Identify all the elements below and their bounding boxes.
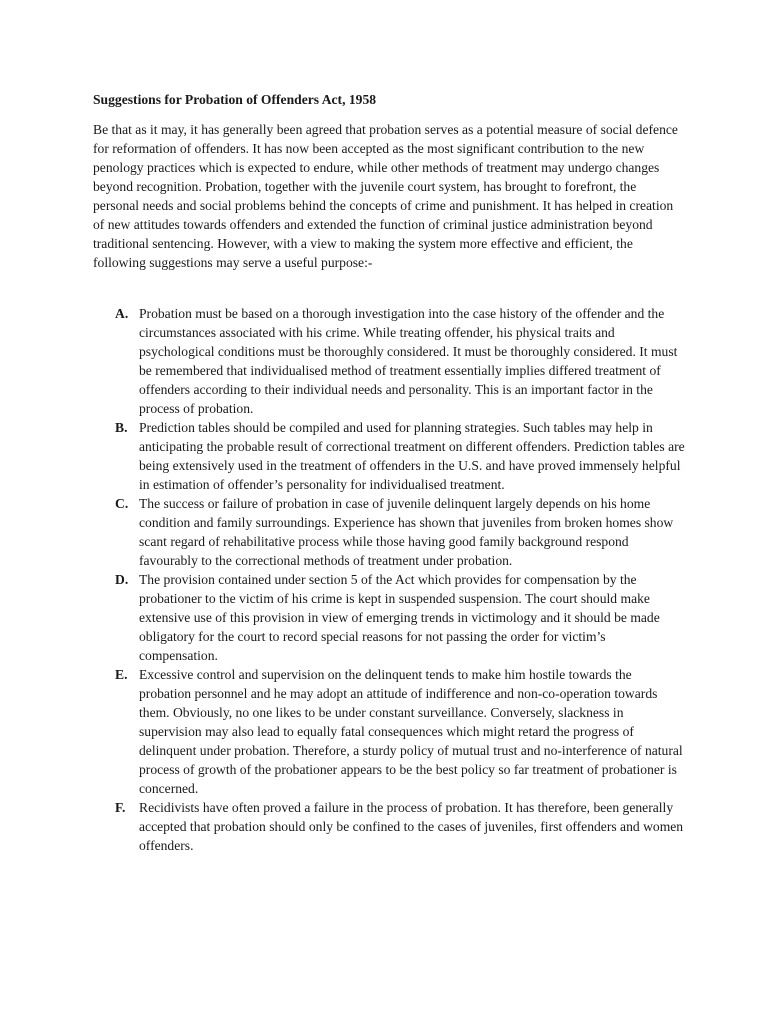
list-marker: D.: [115, 572, 129, 587]
intro-paragraph: Be that as it may, it has generally been agreed that probation serves as a potential measure of social defence for reformation of offenders. It has now been accepted as the most significant contribution to the new penology practices which is expected to endure, while other methods of treatment may undergo changes beyond recognition. Probation, together with the juvenile court system, has brought to forefront, the personal needs and social problems behind the concepts of crime and punishment. It has helped in creation of new attitudes towards offenders and extended the function of criminal justice administration beyond traditional sentencing. However, with a view to making the system more effective and efficient, the following suggestions may serve a useful purpose:-: [93, 122, 678, 270]
list-item-text: Excessive control and supervision on the delinquent tends to make him hostile towards the probation personnel and he may adopt an attitude of indifference and non-co-operation towards them. Obviously, no one likes to be under constant surveillance. Conversely, slackness in supervision may also lead to equally fatal consequences which might retard the progress of delinquent under probation. Therefore, a sturdy policy of mutual trust and no-interference of natural process of growth of the probationer appears to be the best policy so far treatment of probationer is concerned.: [139, 667, 683, 796]
list-marker: E.: [115, 667, 128, 682]
list-item: [93, 494, 685, 570]
list-item-text: Probation must be based on a thorough investigation into the case history of the offender and the circumstances associated with his crime. While treating offender, his physical traits and psychological conditions must be thoroughly considered. It must be thoroughly considered. It must be remembered that individualised method of treatment essentially implies differed treatment of offenders according to their individual needs and personality. This is an important factor in the process of probation.: [139, 306, 678, 416]
list-item-text: The provision contained under section 5 of the Act which provides for compensation by the probationer to the victim of his crime is kept in suspended suspension. The court should make extensive use of this provision in view of emerging trends in victimology and it should be made obligatory for the court to record special reasons for not passing the order for victim’s compensation.: [139, 572, 660, 663]
list-marker: A.: [115, 306, 129, 321]
list-item-text: The success or failure of probation in case of juvenile delinquent largely depends on his home condition and family surroundings. Experience has shown that juveniles from broken homes show scant regard of rehabilitative process while those having good family background respond favourably to the correctional methods of treatment under probation.: [139, 496, 674, 568]
list-item: [93, 570, 685, 665]
list-item-text: Prediction tables should be compiled and used for planning strategies. Such tables may help in anticipating the probable result of correctional treatment on different offenders. Prediction tables are being extensively used in the treatment of offenders in the U.S. and have proved immensely helpful in estimation of offender’s personality for individualised treatment.: [139, 420, 685, 492]
suggestions-list: [93, 304, 685, 855]
list-item: [93, 665, 685, 798]
list-item: [93, 304, 685, 418]
list-item-text: Recidivists have often proved a failure in the process of probation. It has therefore, been generally accepted that probation should only be confined to the cases of juveniles, first offenders and women offenders.: [139, 800, 684, 853]
list-marker: F.: [115, 800, 126, 815]
list-item: [93, 798, 685, 855]
document-title: Suggestions for Probation of Offenders Act, 1958: [93, 92, 377, 107]
list-marker: C.: [115, 496, 129, 511]
list-marker: B.: [115, 420, 128, 435]
list-item: [93, 418, 685, 494]
